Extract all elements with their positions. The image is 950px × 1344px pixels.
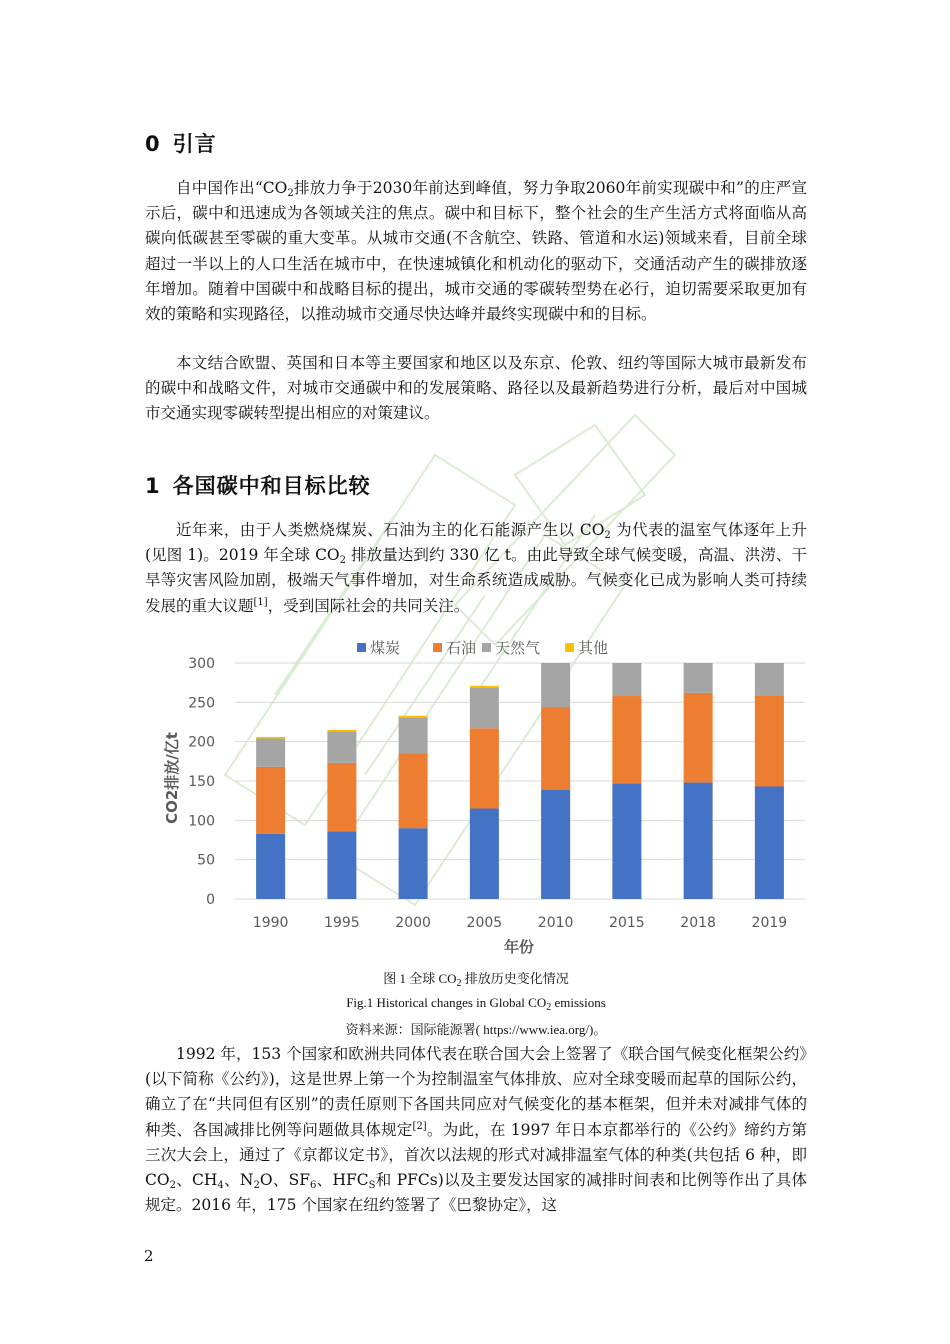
- bar-segment: [399, 828, 428, 899]
- bar-segment: [755, 787, 784, 899]
- bar-segment: [684, 783, 713, 899]
- y-tick-label: 0: [206, 892, 215, 908]
- citation-ref[interactable]: [2]: [412, 1120, 427, 1132]
- bar-segment: [256, 767, 285, 834]
- bar-segment: [399, 716, 428, 718]
- x-tick-label: 2000: [395, 915, 431, 931]
- bar-segment: [256, 737, 285, 739]
- section-title: 引言: [172, 132, 217, 156]
- x-tick-label: 1990: [252, 915, 289, 931]
- bar-segment: [612, 783, 641, 899]
- citation-ref[interactable]: [1]: [253, 596, 268, 608]
- y-tick-label: 50: [197, 852, 215, 869]
- legend-label: 煤炭: [370, 639, 401, 657]
- legend-swatch: [482, 643, 491, 652]
- paragraph-compare-2: 1992 年，153 个国家和欧洲共同体代表在联合国大会上签署了《联合国气候变化框架公约》(以下简称《公约》)，这是世界上第一个为控制温室气体排放、应对全球变暖而起草的国际公约，确立了在“共同但有区别”的责任原则下各国共同应对气候变化的基本框架，但并未对减排气体的种类、各国减排比例等问题做具体规定[2]。为此，在 1997 年日本京都举行的《公约》缔约方第三次大会上，通过了《京都议定书》，首次以法规的形式对减排温室气体的种类(共包括 6 种，即 $CO_2$、$CH_4$、$N_2O$、$SF_6$、$HFC_S$和 PFCs)以及主要发达国家的减排时间表和比例等作出了具体规定。2016 年，175 个国家在纽约签署了《巴黎协定》，这: [145, 1045, 807, 1215]
- bar-segment: [541, 707, 570, 790]
- x-tick-label: 2018: [680, 915, 716, 931]
- bar-segment: [327, 731, 356, 762]
- x-tick-label: 2015: [609, 915, 645, 931]
- legend-label: 石油: [446, 639, 477, 657]
- x-axis-ticks: [253, 915, 787, 931]
- bar-segment: [256, 834, 285, 899]
- y-tick-label: 100: [188, 813, 215, 830]
- y-tick-label: 250: [188, 695, 215, 712]
- figure-caption-en: Fig.1 Historical changes in Global $CO_2$ emissions: [346, 995, 606, 1013]
- bar-segment: [612, 663, 641, 696]
- y-tick-label: 150: [188, 774, 215, 790]
- legend-label: 天然气: [495, 639, 541, 657]
- figure-source: 资料来源：国际能源署( https://www.iea.org/)。: [345, 1022, 607, 1037]
- bar-segment: [541, 663, 570, 707]
- bar-segment: [327, 730, 356, 732]
- section-number: 0: [145, 132, 161, 156]
- bar-segment: [327, 763, 356, 831]
- x-axis-label: 年份: [503, 938, 535, 956]
- section-number: 1: [145, 474, 161, 498]
- section-heading-compare: [145, 470, 371, 500]
- bar-segment: [399, 717, 428, 753]
- section-heading-intro: [145, 128, 217, 158]
- paragraph-intro-1: 自中国作出“$CO_2$排放力争于2030年前达到峰值，努力争取2060年前实现碳中和”的庄严宣示后，碳中和迅速成为各领域关注的焦点。碳中和目标下，整个社会的生产生活方式将面临从高碳向低碳甚至零碳的重大变革。从城市交通(不含航空、铁路、管道和水运)领域来看，目前全球超过一半以上的人口生活在城市中，在快速城镇化和机动化的驱动下，交通活动产生的碳排放逐年增加。随着中国碳中和战略目标的提出，城市交通的零碳转型势在必行，迫切需要采取更加有效的策略和实现路径，以推动城市交通尽快达峰并最终实现碳中和的目标。: [145, 179, 807, 324]
- co2-emissions-chart: [150, 628, 810, 963]
- x-tick-label: 2010: [537, 915, 574, 931]
- y-tick-label: 300: [188, 656, 215, 672]
- section-title: 各国碳中和目标比较: [172, 474, 371, 498]
- bar-segment: [470, 728, 499, 808]
- paragraph-compare-1: 近年来，由于人类燃烧煤炭、石油为主的化石能源产生以 $CO_2$ 为代表的温室气体逐年上升(见图 1)。2019 年全球 $CO_2$ 排放量达到约 330 亿 t。由此导致全球气候变暖，高温、洪涝、干旱等灾害风险加剧，极端天气事件增加，对生命系统造成威胁。气候变化已成为影响人类可持续发展的重大议题[1]，受到国际社会的共同关注。: [145, 521, 807, 615]
- legend-swatch: [357, 643, 366, 652]
- chart-gridlines: [235, 663, 805, 899]
- paragraph-intro-2: 本文结合欧盟、英国和日本等主要国家和地区以及东京、伦敦、纽约等国际大城市最新发布的碳中和战略文件，对城市交通碳中和的发展策略、路径以及最新趋势进行分析，最后对中国城市交通实现零碳转型提出相应的对策建议。: [145, 354, 807, 423]
- figure-caption-cn: 图 1 全球 $CO_2$ 排放历史变化情况: [383, 971, 569, 989]
- legend-swatch: [433, 643, 442, 652]
- bar-segment: [327, 831, 356, 899]
- bar-segment: [755, 663, 784, 695]
- bar-segment: [541, 790, 570, 899]
- legend-swatch: [565, 643, 574, 652]
- bar-segment: [470, 687, 499, 728]
- page-number: 2: [144, 1247, 154, 1265]
- x-tick-label: 1995: [324, 915, 360, 931]
- x-tick-label: 2019: [751, 915, 788, 931]
- bar-segment: [399, 753, 428, 828]
- y-axis-ticks: [188, 656, 215, 908]
- bar-segment: [470, 686, 499, 688]
- bar-segment: [684, 693, 713, 783]
- bar-segment: [470, 809, 499, 899]
- y-tick-label: 200: [188, 734, 215, 751]
- y-axis-label: CO2排放/亿t: [163, 732, 181, 824]
- bar-segment: [755, 695, 784, 786]
- legend-label: 其他: [578, 639, 609, 657]
- bar-segment: [256, 739, 285, 767]
- chart-legend: [357, 639, 608, 657]
- bar-segment: [612, 696, 641, 783]
- x-tick-label: 2005: [466, 915, 503, 931]
- bar-segment: [684, 663, 713, 693]
